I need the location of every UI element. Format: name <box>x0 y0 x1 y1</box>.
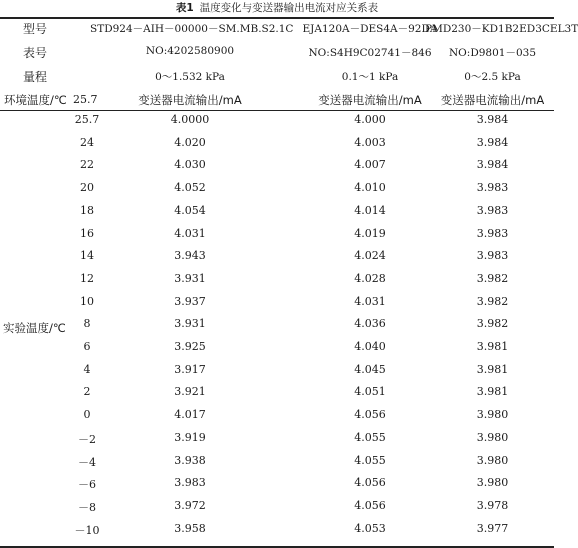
row-value-col-2: 4.053 <box>354 521 386 535</box>
row-value-col-1: 3.921 <box>174 385 206 399</box>
row-value-col-2: 4.024 <box>354 249 386 263</box>
output-label-col-3: 变送器电流输出/mA <box>440 93 545 107</box>
serial-col-3: NO:D9801－035 <box>448 47 536 59</box>
row-value-col-1: 3.917 <box>174 362 206 376</box>
row-temp: 12 <box>80 271 94 285</box>
row-value-col-1: 4.030 <box>174 158 206 172</box>
row-value-col-1: 4.0000 <box>170 113 210 126</box>
row-value-col-2: 4.045 <box>354 362 386 376</box>
output-label-col-2: 变送器电流输出/mA <box>318 93 422 107</box>
row-temp: 14 <box>80 249 94 263</box>
output-label-col-1: 变送器电流输出/mA <box>138 93 242 107</box>
range-col-1: 0～1.532 kPa <box>155 71 225 83</box>
row-value-col-3: 3.984 <box>476 135 509 149</box>
row-value-col-1: 3.937 <box>174 294 206 308</box>
row-value-col-3: 3.983 <box>476 249 509 263</box>
row-value-col-1: 3.919 <box>174 430 206 444</box>
row-value-col-2: 4.003 <box>354 135 386 149</box>
row-value-col-2: 4.056 <box>354 408 386 422</box>
row-value-col-2: 4.007 <box>354 158 386 172</box>
header-rule <box>0 110 554 111</box>
serial-col-1: NO:4202580900 <box>145 45 235 57</box>
row-value-col-3: 3.982 <box>476 317 509 331</box>
range-col-2: 0.1～1 kPa <box>341 71 399 83</box>
row-temp: －4 <box>78 455 96 469</box>
row-value-col-2: 4.028 <box>354 271 386 285</box>
row-value-col-2: 4.014 <box>354 203 386 217</box>
serial-label: 表号 <box>22 46 47 60</box>
model-col-3: PMD230－KD1B2ED3CEL3T <box>425 23 578 35</box>
row-temp: 2 <box>83 385 91 399</box>
row-temp: 24 <box>80 135 94 149</box>
row-temp: 16 <box>80 226 94 240</box>
row-value-col-3: 3.983 <box>476 226 509 240</box>
row-value-col-2: 4.036 <box>354 317 386 331</box>
row-temp: 10 <box>80 294 94 308</box>
row-value-col-1: 4.052 <box>174 181 206 195</box>
row-value-col-3: 3.981 <box>476 362 509 376</box>
row-value-col-2: 4.031 <box>354 294 386 308</box>
row-value-col-1: 4.054 <box>174 203 206 217</box>
row-value-col-1: 4.017 <box>174 408 206 422</box>
row-value-col-1: 3.931 <box>174 317 206 331</box>
row-temp: －10 <box>74 523 100 537</box>
row-value-col-1: 3.931 <box>174 271 206 285</box>
row-value-col-2: 4.000 <box>354 113 386 126</box>
row-value-col-1: 4.031 <box>174 226 206 240</box>
row-temp: －6 <box>78 478 96 492</box>
row-value-col-3: 3.980 <box>476 476 509 490</box>
row-value-col-2: 4.056 <box>354 476 386 490</box>
row-value-col-2: 4.019 <box>354 226 386 240</box>
row-value-col-1: 4.020 <box>174 135 206 149</box>
row-temp: －8 <box>78 500 96 514</box>
serial-col-2: NO:S4H9C02741－846 <box>308 47 432 59</box>
row-temp: 6 <box>83 340 91 353</box>
row-value-col-2: 4.051 <box>354 385 386 399</box>
row-temp: 4 <box>83 362 91 376</box>
row-value-col-1: 3.938 <box>174 453 206 467</box>
range-label: 量程 <box>22 70 47 84</box>
model-col-2: EJA120A－DES4A－92DA <box>302 23 438 35</box>
row-value-col-3: 3.983 <box>476 203 509 217</box>
row-value-col-3: 3.977 <box>476 521 509 535</box>
row-temp: 25.7 <box>74 113 100 126</box>
table-number: 表1 <box>175 2 194 14</box>
row-value-col-3: 3.984 <box>476 158 509 172</box>
row-value-col-1: 3.958 <box>174 521 206 535</box>
row-value-col-3: 3.980 <box>476 430 509 444</box>
row-value-col-3: 3.982 <box>476 271 509 285</box>
row-value-col-1: 3.925 <box>174 340 206 353</box>
row-value-col-3: 3.980 <box>476 453 509 467</box>
row-temp: 8 <box>83 317 91 331</box>
experiment-temp-label: 实验温度/℃ <box>3 321 66 335</box>
env-temp-label: 环境温度/℃ <box>4 93 67 107</box>
range-col-3: 0～2.5 kPa <box>464 71 521 83</box>
row-value-col-3: 3.984 <box>476 113 509 126</box>
row-temp: 0 <box>83 408 91 422</box>
row-value-col-3: 3.978 <box>476 498 509 512</box>
row-value-col-1: 3.943 <box>174 249 206 263</box>
bottom-rule <box>0 546 554 548</box>
env-temp-value: 25.7 <box>73 93 98 106</box>
row-value-col-3: 3.982 <box>476 294 509 308</box>
row-temp: 20 <box>80 181 94 195</box>
top-rule <box>0 17 554 19</box>
row-temp: 22 <box>80 158 94 172</box>
row-value-col-3: 3.981 <box>476 340 509 353</box>
table-title: 温度变化与变送器输出电流对应关系表 <box>199 2 379 14</box>
row-value-col-3: 3.981 <box>476 385 509 399</box>
table-caption <box>0 0 554 16</box>
model-label: 型号 <box>22 22 47 36</box>
row-value-col-2: 4.010 <box>354 181 386 195</box>
row-value-col-1: 3.972 <box>174 498 206 512</box>
row-value-col-3: 3.983 <box>476 181 509 195</box>
row-temp: －2 <box>78 432 96 446</box>
row-value-col-3: 3.980 <box>476 408 509 422</box>
row-temp: 18 <box>80 203 94 217</box>
row-value-col-2: 4.055 <box>354 453 386 467</box>
row-value-col-1: 3.983 <box>174 476 206 490</box>
row-value-col-2: 4.040 <box>354 340 386 353</box>
row-value-col-2: 4.056 <box>354 498 386 512</box>
model-col-1: STD924－AIH－00000－SM.MB.S2.1C <box>90 23 294 35</box>
row-value-col-2: 4.055 <box>354 430 386 444</box>
